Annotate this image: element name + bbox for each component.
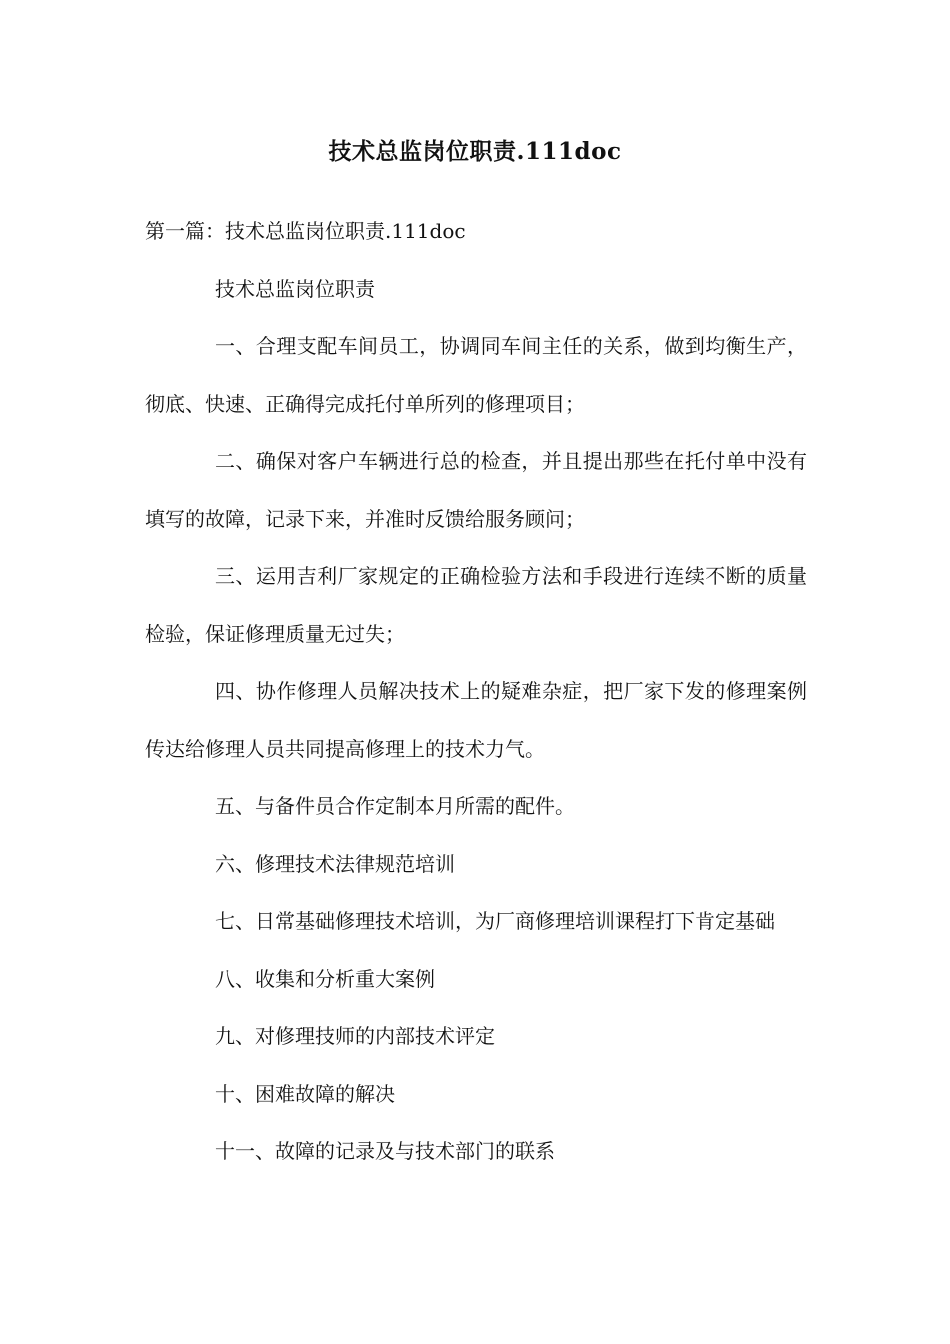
chapter-heading: 第一篇：技术总监岗位职责.111doc <box>145 219 466 243</box>
duty-item-10: 十、困难故障的解决 <box>215 1081 395 1106</box>
duty-item-6: 六、修理技术法律规范培训 <box>215 851 455 876</box>
duty-item-5: 五、与备件员合作定制本月所需的配件。 <box>215 794 575 818</box>
duty-item-2: 二、确保对客户车辆进行总的检查，并且提出那些在托付单中没有填写的故障，记录下来，并准时反馈给服务顾问； <box>145 449 807 531</box>
document-body <box>145 203 807 1181</box>
duty-item-8: 八、收集和分析重大案例 <box>215 966 435 991</box>
duty-item-7: 七、日常基础修理技术培训，为厂商修理培训课程打下肯定基础 <box>215 909 775 933</box>
duty-item-3: 三、运用吉利厂家规定的正确检验方法和手段进行连续不断的质量检验，保证修理质量无过失； <box>145 564 807 646</box>
duty-item-11: 十一、故障的记录及与技术部门的联系 <box>215 1139 555 1163</box>
duty-item-9: 九、对修理技师的内部技术评定 <box>215 1024 495 1048</box>
duty-item-4: 四、协作修理人员解决技术上的疑难杂症，把厂家下发的修理案例传达给修理人员共同提高修理上的技术力气。 <box>145 679 807 761</box>
section-heading: 技术总监岗位职责 <box>215 276 375 301</box>
duty-item-1: 一、合理支配车间员工，协调同车间主任的关系，做到均衡生产，彻底、快速、正确得完成托付单所列的修理项目； <box>145 334 807 416</box>
document-title: 技术总监岗位职责.111doc <box>328 138 622 165</box>
